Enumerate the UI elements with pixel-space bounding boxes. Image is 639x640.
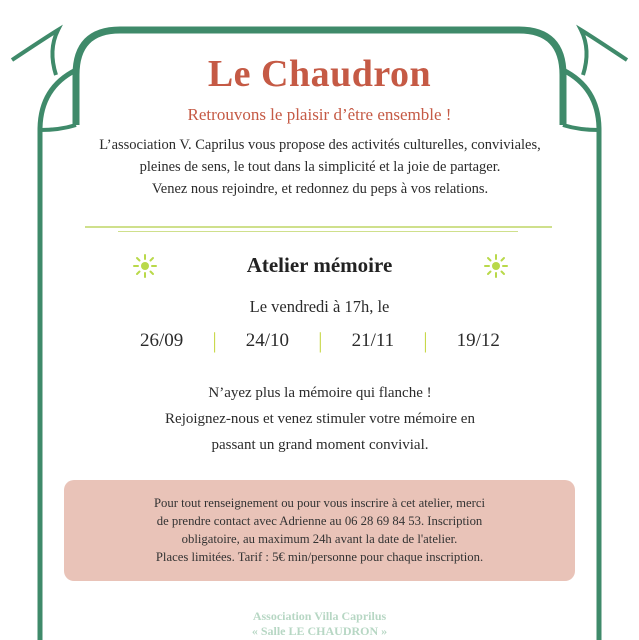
page-title: Le Chaudron [207, 53, 432, 95]
date-4: 19/12 [456, 330, 500, 351]
date-2: 24/10 [245, 330, 290, 351]
divider-top [85, 226, 552, 228]
intro-line-2: pleines de sens, le tout dans la simplicité et la joie de partager. [139, 159, 501, 175]
message-line-1: N’ayez plus la mémoire qui flanche ! [208, 385, 432, 401]
page-subtitle: Retrouvons le plaisir d’être ensemble ! [187, 105, 452, 124]
info-box [64, 480, 575, 581]
message-line-2: Rejoignez-nous et venez stimuler votre mémoire en [165, 411, 475, 427]
footer-association: Association Villa Caprilus [252, 609, 387, 623]
date-separator: | [423, 328, 428, 353]
message-line-3: passant un grand moment convivial. [211, 437, 429, 453]
date-1: 26/09 [140, 330, 184, 351]
date-3: 21/11 [351, 330, 395, 351]
intro-text [40, 134, 600, 178]
dates-row [140, 328, 500, 354]
atelier-title: Atelier mémoire [246, 253, 393, 277]
date-separator: | [318, 328, 323, 353]
divider-bottom [118, 231, 518, 232]
schedule-text: Le vendredi à 17h, le [249, 297, 390, 316]
date-separator: | [212, 328, 217, 353]
info-line-1: Pour tout renseignement ou pour vous inscrire à cet atelier, merci [153, 496, 486, 510]
info-line-3: obligatoire, au maximum 24h avant la date de l'atelier. [181, 532, 458, 546]
footer-salle: « Salle LE CHAUDRON » [251, 624, 388, 638]
invitation-message [40, 380, 600, 458]
intro-line-3: Venez nous rejoindre, et redonnez du peps à vos relations. [151, 181, 489, 197]
info-line-2: de prendre contact avec Adrienne au 06 28 69 84 53. Inscription [156, 514, 483, 528]
sun-icon [484, 254, 508, 278]
intro-line-1: L’association V. Caprilus vous propose des activités culturelles, conviviales, [99, 137, 541, 153]
info-line-4: Places limitées. Tarif : 5€ min/personne pour chaque inscription. [155, 550, 484, 564]
